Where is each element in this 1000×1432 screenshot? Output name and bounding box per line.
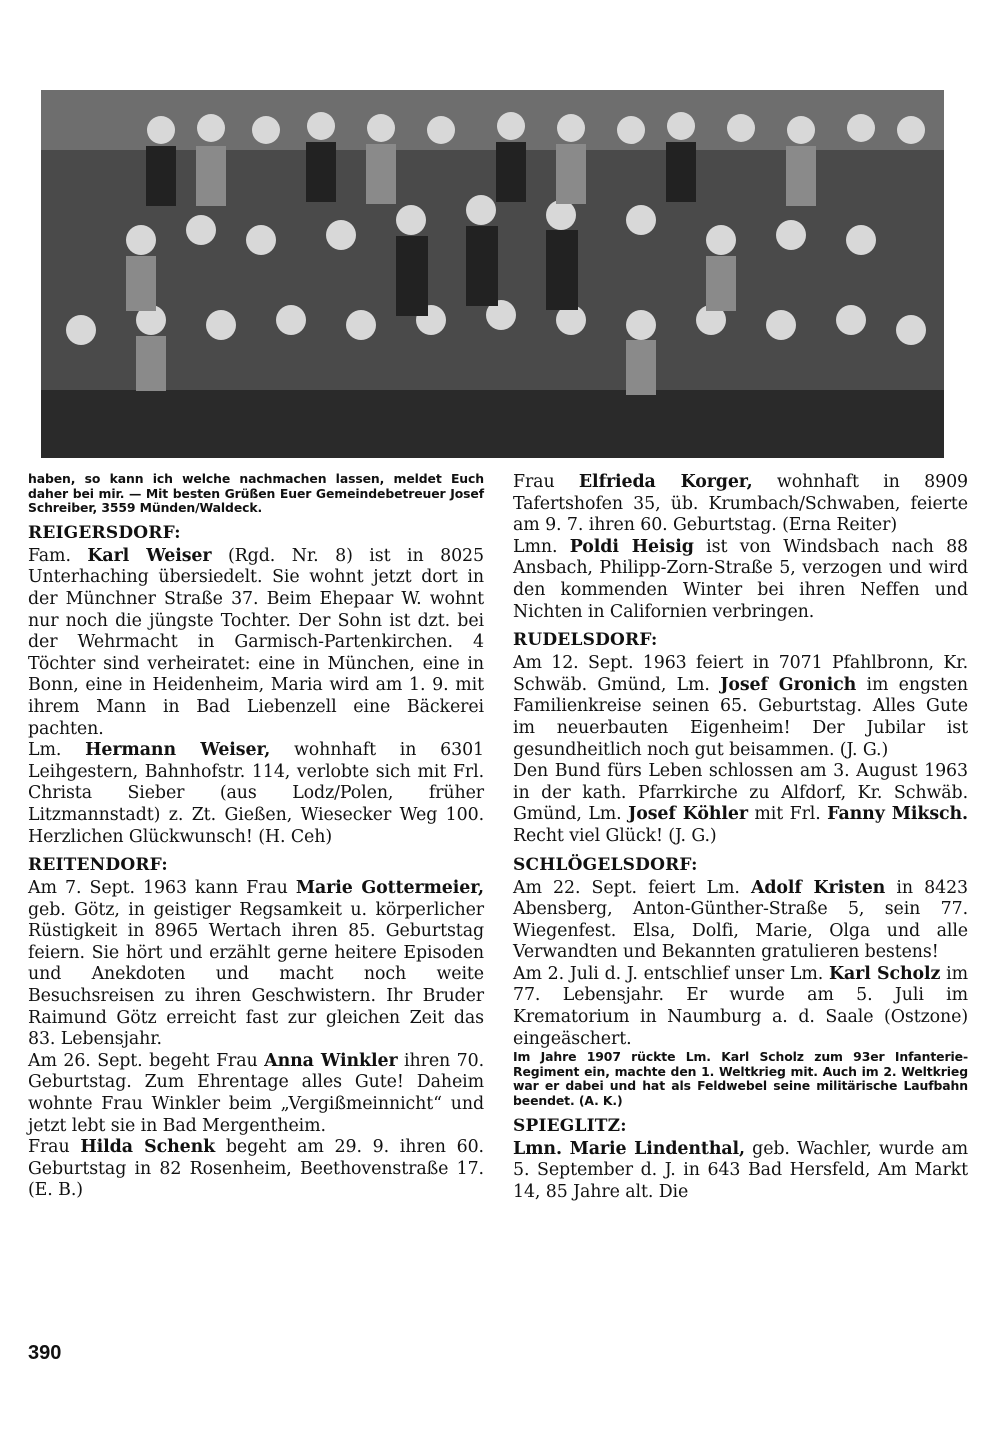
name-josef-koehler: Josef Köhler <box>628 804 748 825</box>
intro-text: haben, so kann ich welche nachmachen lassen, meldet Euch daher bei mir. — Mit besten Grüßen Euer Gemeindebetreuer Josef Schreiber, 3559 Münden/Waldeck. <box>28 471 484 516</box>
korger-paragraph: Frau Elfrieda Korger, wohnhaft in 8909 Tafertshofen 35, üb. Krumbach/Schwaben, feierte am 9. 7. ihren 60. Geburtstag. (Erna Reiter) <box>513 472 968 536</box>
heading-schloegelsdorf: SCHLÖGELSDORF: <box>513 854 698 875</box>
reigersdorf-paragraph-1: Fam. Karl Weiser (Rgd. Nr. 8) ist in 8025 Unterhaching übersiedelt. Sie wohnt jetzt dort in der Münchner Straße 37. Beim Ehepaar W. wohnt nur noch die jüngste Tochter. Der Sohn ist dzt. bei der Wehrmacht in Garmisch-Partenkirchen. 4 Töchter sind verheiratet: eine in München, eine in Bonn, eine in Heidenheim, Maria wird am 1. 9. mit ihrem Mann in Bad Liebenzell eine Bäckerei pachten. <box>28 545 484 739</box>
reigersdorf-paragraph-2: Lm. Hermann Weiser, wohnhaft in 6301 Leihgestern, Bahnhofstr. 114, verlobte sich mit Frl. Christa Sieber (aus Lodz/Polen, früher Litzmannstadt) z. Zt. Gießen, Wiesecker Weg 100. Herzlichen Glückwunsch! (H. Ceh) <box>28 740 484 847</box>
heading-reigersdorf: REIGERSDORF: <box>28 522 181 543</box>
name-adolf-kristen: Adolf Kristen <box>750 877 886 898</box>
rudelsdorf-paragraph-1: Am 12. Sept. 1963 feiert in 7071 Pfahlbronn, Kr. Schwäb. Gmünd, Lm. Josef Gronich im engsten Familienkreise seinen 65. Geburtstag. Alles Gute im neuerbauten Eigenheim! Der Jubilar ist gesundheitlich noch gut beisammen. (J. G.) <box>513 653 969 760</box>
name-elfrieda-korger: Elfrieda Korger, <box>578 472 753 492</box>
rudelsdorf-paragraph-2: Den Bund fürs Leben schlossen am 3. August 1963 in der kath. Pfarrkirche zu Alfdorf, Kr. Schwäb. Gmünd, Lm. Josef Köhler mit Frl. Fanny Miksch. Recht viel Glück! (J. G.) <box>513 761 969 846</box>
name-karl-weiser: Karl Weiser <box>87 545 212 566</box>
group-photo-image <box>41 90 944 458</box>
heading-rudelsdorf: RUDELSDORF: <box>513 630 658 651</box>
reitendorf-paragraph-2: Am 26. Sept. begeht Frau Anna Winkler ihren 70. Geburtstag. Zum Ehrentage alles Gute! Daheim wohnte Frau Winkler beim „Vergißmeinnicht“ und jetzt lebt sie in Bad Mergentheim. <box>28 1050 485 1136</box>
spieglitz-paragraph-1: Lmn. Marie Lindenthal, geb. Wachler, wurde am 5. September d. J. in 643 Bad Hersfeld, Am Markt 14, 85 Jahre alt. Die <box>513 1138 968 1202</box>
heading-reitendorf: REITENDORF: <box>28 855 168 876</box>
name-karl-scholz: Karl Scholz <box>828 963 941 984</box>
schloegelsdorf-paragraph-1: Am 22. Sept. feiert Lm. Adolf Kristen in 8423 Abensberg, Anton-Günther-Straße 5, sein 77. Wiegenfest. Elsa, Dolfi, Marie, Olga und alle Verwandten und Bekannten gratulieren bestens! <box>513 877 968 963</box>
name-hilda-schenk: Hilda Schenk <box>80 1137 216 1158</box>
heisig-paragraph: Lmn. Poldi Heisig ist von Windsbach nach 88 Ansbach, Philipp-Zorn-Straße 5, verzogen und wird den kommenden Winter bei ihren Neffen und Nichten in Californien verbringen. <box>513 536 968 622</box>
name-josef-gronich: Josef Gronich <box>720 674 857 695</box>
reitendorf-paragraph-3: Frau Hilda Schenk begeht am 29. 9. ihren 60. Geburtstag in 82 Rosenheim, Beethovenstraße 17. (E. B.) <box>28 1137 484 1201</box>
page-number: 390 <box>28 1342 62 1364</box>
scholz-note: Im Jahre 1907 rückte Lm. Karl Scholz zum 93er Infanterie-Regiment ein, machte den 1. Weltkrieg mit. Auch im 2. Weltkrieg war er dabei und hat als Feldwebel seine militärische Laufbahn beendet. (A. K.) <box>513 1049 968 1109</box>
name-marie-lindenthal: Lmn. Marie Lindenthal, <box>513 1138 746 1159</box>
name-fanny-miksch: Fanny Miksch. <box>827 804 969 825</box>
schloegelsdorf-paragraph-2: Am 2. Juli d. J. entschlief unser Lm. Karl Scholz im 77. Lebensjahr. Er wurde am 5. Juli im Krematorium in Naumburg a. d. Saale (Ostzone) eingeäschert. <box>513 963 968 1049</box>
right-column <box>513 472 968 1203</box>
heading-spieglitz: SPIEGLITZ: <box>513 1115 627 1136</box>
name-hermann-weiser: Hermann Weiser, <box>85 740 271 761</box>
class-photo <box>41 90 944 458</box>
name-poldi-heisig: Poldi Heisig <box>569 536 694 557</box>
left-column <box>28 472 484 1202</box>
name-anna-winkler: Anna Winkler <box>264 1050 398 1071</box>
name-marie-gottermeier: Marie Gottermeier, <box>295 878 484 899</box>
reitendorf-paragraph-1: Am 7. Sept. 1963 kann Frau Marie Gottermeier, geb. Götz, in geistiger Regsamkeit u. körperlicher Rüstigkeit in 8965 Wertach ihren 85. Geburtstag feiern. Sie hört und erzählt gerne heitere Episoden und Anekdoten und macht noch weite Besuchsreisen zu ihren Geschwistern. Ihr Bruder Raimund Götz erreicht fast zur gleichen Zeit das 83. Lebensjahr. <box>28 878 484 1050</box>
